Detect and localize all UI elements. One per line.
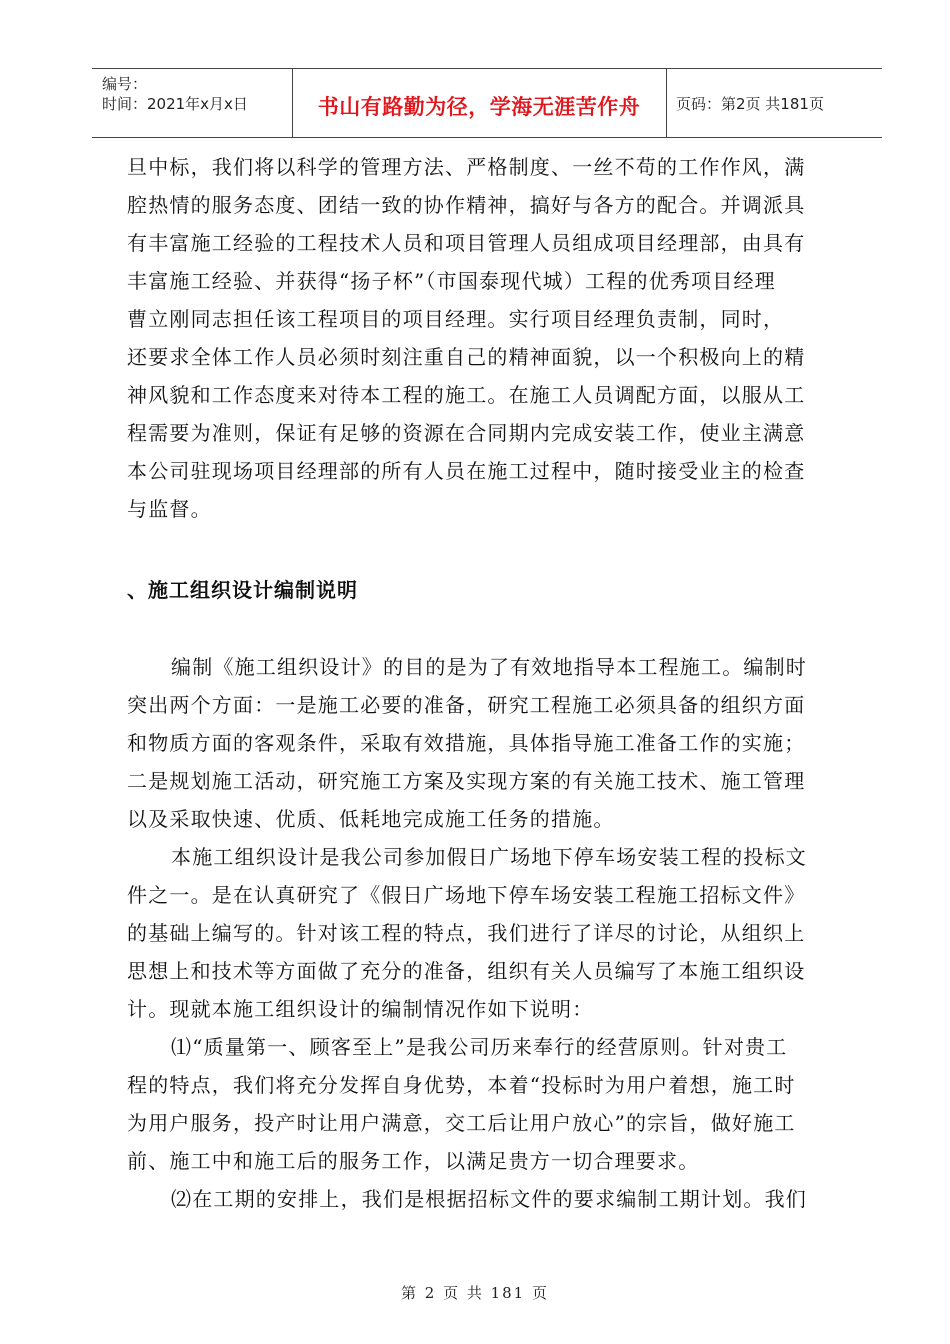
serial-label: 编号： (102, 75, 148, 93)
text-line: ⑴“质量第一、顾客至上”是我公司历来奉行的经营原则。针对贵工 (171, 1035, 788, 1059)
text-line: 神风貌和工作态度来对待本工程的施工。在施工人员调配方面，以服从工 (127, 383, 806, 407)
header-meta-cell (92, 69, 293, 137)
text-line: 计。现就本施工组织设计的编制情况作如下说明： (127, 997, 594, 1021)
text-line: 丰富施工经验、并获得“扬子杯”（市国泰现代城）工程的优秀项目经理 (127, 269, 776, 293)
header-page-cell (666, 69, 882, 137)
text-line: 曹立刚同志担任该工程项目的项目经理。实行项目经理负责制，同时， (127, 307, 785, 331)
text-line: 的基础上编写的。针对该工程的特点，我们进行了详尽的讨论，从组织上 (127, 921, 806, 945)
text-line: 本公司驻现场项目经理部的所有人员在施工过程中，随时接受业主的检查 (127, 459, 806, 483)
section-heading: 、施工组织设计编制说明 (127, 578, 358, 602)
text-line: 以及采取快速、优质、低耗地完成施工任务的措施。 (127, 807, 615, 831)
header-page-info: 页码：第2页 共181页 (676, 95, 824, 113)
header-motto-cell (292, 69, 667, 137)
section-body (127, 648, 849, 1218)
text-line: 腔热情的服务态度、团结一致的协作精神，搞好与各方的配合。并调派具 (127, 193, 806, 217)
text-line: 还要求全体工作人员必须时刻注重自己的精神面貌，以一个积极向上的精 (127, 345, 806, 369)
text-line: 有丰富施工经验的工程技术人员和项目管理人员组成项目经理部，由具有 (127, 231, 806, 255)
text-line: 程的特点，我们将充分发挥自身优势，本着“投标时为用户着想，施工时 (127, 1073, 796, 1097)
text-line: 与监督。 (127, 497, 212, 521)
text-line: 本施工组织设计是我公司参加假日广场地下停车场安装工程的投标文 (171, 845, 807, 869)
text-line: ⑵在工期的安排上，我们是根据招标文件的要求编制工期计划。我们 (171, 1187, 807, 1211)
text-line: 编制《施工组织设计》的目的是为了有效地指导本工程施工。编制时 (171, 655, 807, 679)
text-line: 程需要为准则，保证有足够的资源在合同期内完成安装工作，使业主满意 (127, 421, 806, 445)
text-line: 突出两个方面：一是施工必要的准备，研究工程施工必须具备的组织方面 (127, 693, 806, 717)
page-header (92, 68, 882, 138)
text-line: 二是规划施工活动，研究施工方案及实现方案的有关施工技术、施工管理 (127, 769, 806, 793)
header-motto: 书山有路勤为径，学海无涯苦作舟 (317, 95, 641, 119)
text-line: 和物质方面的客观条件，采取有效措施，具体指导施工准备工作的实施； (127, 731, 806, 755)
text-line: 思想上和技术等方面做了充分的准备，组织有关人员编写了本施工组织设 (127, 959, 806, 983)
time-label: 时间：2021年x月x日 (102, 95, 248, 113)
text-line: 件之一。是在认真研究了《假日广场地下停车场安装工程施工招标文件》 (127, 883, 806, 907)
text-line: 旦中标，我们将以科学的管理方法、严格制度、一丝不苟的工作作风，满 (127, 155, 806, 179)
paragraph-1 (127, 148, 849, 528)
text-line: 前、施工中和施工后的服务工作，以满足贵方一切合理要求。 (127, 1149, 700, 1173)
page-footer: 第 2 页 共 181 页 (400, 1284, 549, 1302)
text-line: 为用户服务，投产时让用户满意，交工后让用户放心”的宗旨，做好施工 (127, 1111, 796, 1135)
